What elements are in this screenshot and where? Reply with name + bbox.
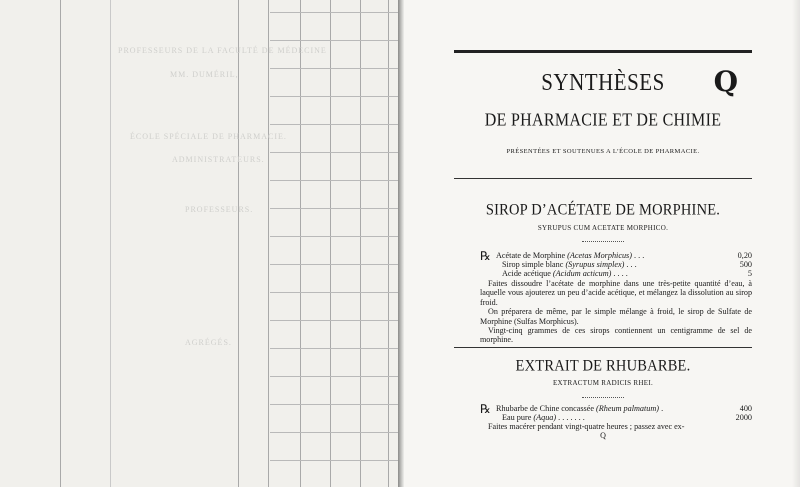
section-title-extract: EXTRAIT DE RHUBARBE. [515,356,691,375]
ingredient-name: Acide acétique [502,269,553,278]
ingredient-row [496,269,752,278]
ruled-line [268,0,269,487]
ingredient-latin: (Syrupus simplex) [565,260,625,269]
ruled-line [330,0,331,487]
ingredient-quantity: 0,20 [737,251,752,260]
ingredient-latin: (Rheum palmatum) [596,404,660,413]
ornament-dots [582,241,624,242]
bleed-through-text: PROFESSEURS. [185,205,254,214]
ruled-row [270,432,398,433]
ingredient-latin: (Acetas Morphicus) [567,251,632,260]
ruled-line [60,0,61,487]
ruled-line [300,0,301,487]
section-rule [454,347,752,348]
paragraph: Faites macérer pendant vingt-quatre heures ; passez avec ex- [488,422,685,431]
bleed-through-text: PROFESSEURS DE LA FACULTÉ DE MÉDECINE [118,46,327,55]
signature-mark: Q [713,65,738,98]
rx-symbol: ℞ [480,402,491,416]
ingredient-name: Acétate de Morphine [496,251,568,260]
ruled-row [270,12,398,13]
signature-mark-footer: Q [600,431,606,440]
paragraph: Vingt-cinq grammes de ces sirops contiennent un centigramme de sel de morphine. [480,326,752,345]
ruled-row [270,292,398,293]
leader-dots: . . . [626,260,637,269]
ruled-row [270,96,398,97]
presented-note: PRÉSENTÉES ET SOUTENUES A L’ÉCOLE DE PHARMACIE. [506,148,700,155]
rx-symbol: ℞ [480,249,491,263]
ruled-row [270,208,398,209]
ruled-row [270,376,398,377]
page-edge-shade [792,0,800,487]
bleed-through-text: ADMINISTRATEURS. [172,155,265,164]
ingredient-row [496,260,752,269]
ruled-row [270,460,398,461]
ingredient-list [496,251,752,278]
ruled-row [270,320,398,321]
section-title-syrup: SIROP D’ACÉTATE DE MORPHINE. [485,200,721,219]
leader-dots: . . . . . . . [558,413,585,422]
ingredient-quantity: 2000 [735,413,752,422]
instructions-syrup [480,279,752,345]
section-rule [454,178,752,179]
ruled-row [270,348,398,349]
bleed-through-text: AGRÉGÉS. [185,338,232,347]
title-row [454,65,752,98]
left-page [0,0,398,487]
leader-dots: . [661,404,664,413]
ruled-row [270,68,398,69]
ingredient-quantity: 5 [747,269,752,278]
leader-dots: . . . . [613,269,628,278]
instructions-extract [480,422,752,431]
top-rule [454,50,752,53]
ingredient-latin: (Aqua) [533,413,557,422]
ingredient-list [496,404,752,422]
bleed-through-text: MM. DUMÉRIL, [170,70,239,79]
ingredient-latin: (Acidum acticum) [552,269,612,278]
ruled-line [388,0,389,487]
paragraph: Faites dissoudre l’acétate de morphine dans une très-petite quantité d’eau, à laquelle vous ajouterez un peu d’acide acétique, et mélangez la dissolution au sirop froid. [480,279,752,307]
ruled-line [360,0,361,487]
bleed-through-text: ÉCOLE SPÉCIALE DE PHARMACIE. [130,132,287,141]
ruled-row [270,404,398,405]
ruled-row [270,264,398,265]
ingredient-row [496,413,752,422]
section-latin-syrup: SYRUPUS CUM ACETATE MORPHICO. [537,224,669,232]
ruled-line [110,0,111,487]
page-title: SYNTHÈSES [541,68,665,96]
ruled-row [270,180,398,181]
ingredient-quantity: 500 [739,260,752,269]
ingredient-name: Sirop simple blanc [502,260,566,269]
section-latin-extract: EXTRACTUM RADICIS RHEI. [552,379,654,387]
page-subtitle: DE PHARMACIE ET DE CHIMIE [484,110,722,131]
ingredient-row [496,251,752,260]
ruled-row [270,124,398,125]
ruled-row [270,236,398,237]
ingredient-name: Eau pure [502,413,534,422]
leader-dots: . . . [634,251,645,260]
ornament-dots [582,397,624,398]
ingredient-row [496,404,752,413]
ruled-row [270,152,398,153]
paragraph: On préparera de même, par le simple mélange à froid, le sirop de Sulfate de Morphine (Sulfas Morphicus). [480,307,752,326]
ingredient-name: Rhubarbe de Chine concassée [496,404,597,413]
right-page [404,0,800,487]
ruled-row [270,40,398,41]
ingredient-quantity: 400 [739,404,752,413]
